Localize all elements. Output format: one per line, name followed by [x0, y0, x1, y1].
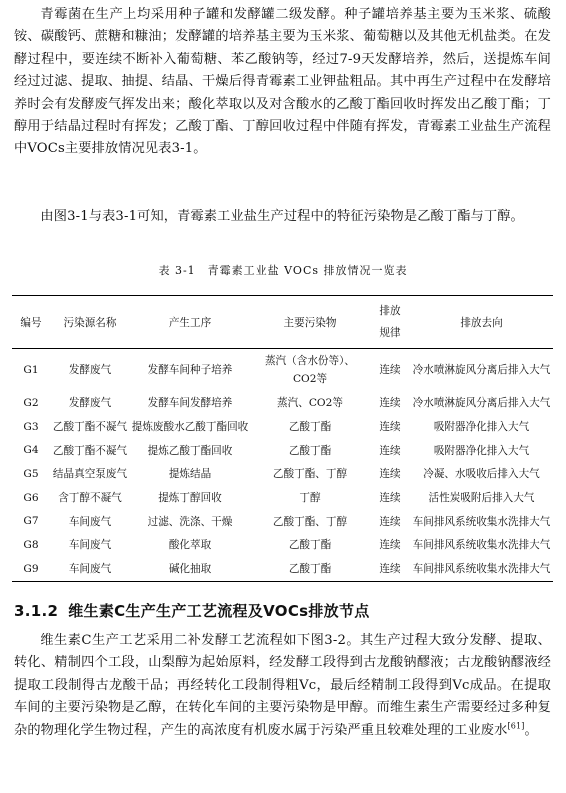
cell-pollutant: 乙酸丁酯 — [288, 444, 332, 457]
header-pollutant: 主要污染物 — [250, 296, 370, 349]
cell-rule: 连续 — [379, 421, 401, 434]
table-row — [12, 533, 553, 557]
cell-destination: 活性炭吸附后排入大气 — [428, 492, 535, 505]
cell-rule: 连续 — [379, 515, 401, 528]
table-row — [12, 438, 553, 462]
cell-process: 提炼丁醇回收 — [158, 492, 222, 505]
table-row — [12, 349, 553, 392]
header-process: 产生工序 — [130, 296, 250, 349]
cell-destination: 吸附器净化排入大气 — [433, 444, 530, 457]
cell-pollutant-line1: 蒸汽（含水份等）、 — [264, 355, 356, 367]
cell-id: G2 — [23, 396, 39, 409]
cell-destination: 车间排风系统收集水洗排大气 — [412, 515, 551, 528]
cell-pollutant: 丁醇 — [299, 492, 321, 505]
cell-destination: 冷水喷淋旋风分离后排入大气 — [412, 397, 551, 410]
cell-destination: 冷凝、水吸收后排入大气 — [423, 468, 540, 481]
cell-process: 酸化萃取 — [168, 539, 212, 552]
cell-id: G5 — [23, 467, 39, 480]
cell-pollutant: 乙酸丁酯 — [250, 557, 370, 581]
paragraph-characteristic-pollutants: 由图3-1与表3-1可知，青霉素工业盐生产过程中的特征污染物是乙酸丁酯与丁醇。 — [40, 209, 524, 224]
table-header-row — [12, 296, 553, 349]
cell-process: 提炼废酸水乙酸丁酯回收 — [131, 421, 249, 434]
header-rule-bottom: 规律 — [379, 327, 401, 339]
cell-pollutant: 乙酸丁酯、丁醇 — [272, 468, 348, 481]
table-row — [12, 557, 553, 581]
section-title: 维生素C生产生产工艺流程及VOCs排放节点 — [68, 602, 370, 620]
paragraph-vitamin-c-process — [14, 630, 551, 742]
cell-process: 发酵车间种子培养 — [147, 364, 233, 376]
header-rule-top: 排放 — [379, 305, 401, 317]
cell-source: 发酵废气 — [68, 364, 112, 376]
cell-source: 乙酸丁酯不凝气 — [52, 421, 128, 434]
cell-destination: 车间排风系统收集水洗排大气 — [412, 539, 551, 552]
cell-id: G6 — [23, 491, 39, 504]
cell-destination: 冷水喷淋旋风分离后排入大气 — [412, 364, 551, 376]
paragraph-vitamin-c-end: 。 — [524, 722, 538, 738]
cell-pollutant: 乙酸丁酯 — [288, 421, 332, 434]
cell-id: G1 — [23, 364, 39, 376]
cell-rule: 连续 — [379, 492, 401, 505]
table-caption: 表 3-1 青霉素工业盐 VOCs 排放情况一览表 — [158, 264, 408, 277]
cell-rule: 连续 — [379, 444, 401, 457]
table-row — [12, 509, 553, 533]
section-heading — [14, 600, 370, 621]
header-rule — [370, 296, 410, 349]
cell-process: 提炼乙酸丁酯回收 — [147, 444, 233, 457]
cell-rule: 连续 — [379, 364, 401, 376]
cell-source: 发酵废气 — [68, 397, 112, 410]
cell-source: 结晶真空泵废气 — [52, 468, 128, 481]
cell-destination: 吸附器净化排入大气 — [433, 421, 530, 434]
cell-source: 车间废气 — [68, 515, 112, 528]
cell-destination: 车间排风系统收集水洗排大气 — [410, 557, 553, 581]
cell-source: 车间废气 — [50, 557, 130, 581]
cell-id: G3 — [23, 420, 39, 433]
cell-source: 乙酸丁酯不凝气 — [52, 444, 128, 457]
cell-process: 提炼结晶 — [168, 468, 212, 481]
cell-pollutant: 乙酸丁酯 — [288, 539, 332, 552]
cell-process: 过滤、洗涤、干燥 — [147, 515, 233, 528]
cell-rule: 连续 — [370, 557, 410, 581]
table-row — [12, 391, 553, 415]
cell-id: G4 — [23, 444, 39, 457]
cell-rule: 连续 — [379, 539, 401, 552]
cell-process: 碱化抽取 — [130, 557, 250, 581]
cell-id: G7 — [23, 515, 39, 528]
cell-pollutant: 乙酸丁酯、丁醇 — [272, 515, 348, 528]
cell-source: 车间废气 — [68, 539, 112, 552]
cell-id: G8 — [23, 538, 39, 551]
cell-id: G9 — [12, 557, 50, 581]
header-source: 污染源名称 — [50, 296, 130, 349]
header-id: 编号 — [12, 296, 50, 349]
table-row — [12, 486, 553, 510]
citation-reference: [61] — [507, 721, 525, 731]
table-row — [12, 415, 553, 439]
table-row — [12, 462, 553, 486]
header-destination: 排放去向 — [410, 296, 553, 349]
cell-source: 含丁醇不凝气 — [58, 492, 122, 505]
cell-pollutant: 蒸汽、CO2等 — [277, 397, 343, 410]
cell-rule: 连续 — [379, 468, 401, 481]
section-number: 3.1.2 — [14, 602, 59, 620]
voc-emission-table — [12, 295, 553, 582]
cell-pollutant-line2: CO2等 — [292, 373, 328, 385]
cell-rule: 连续 — [379, 397, 401, 410]
cell-process: 发酵车间发酵培养 — [147, 397, 233, 410]
cell-pollutant — [250, 349, 370, 392]
paragraph-penicillin-process: 青霉菌在生产上均采用种子罐和发酵罐二级发酵。种子罐培养基主要为玉米浆、硫酸铵、碳酸钙、蔗糖和糠油；发酵罐的培养基主要为玉米浆、葡萄糖以及其他无机盐类。在发酵过程中，要连续不断补入葡萄糖、苯乙酸钠等，经过7-9天发酵培养，然后，送提炼车间经过过滤、提取、抽提、结晶、干燥后得青霉素工业钾盐粗品。其中再生产过程中在发酵培养时会有发酵废气挥发出来；酸化萃取以及对含酸水的乙酸丁酯回收时挥发出乙酸丁酯；丁醇用于结晶过程时有挥发；乙酸丁酯、丁醇回收过程中伴随有挥发，青霉素工业盐生产流程中VOCs主要排放情况见表3-1。 — [14, 7, 551, 157]
paragraph-vitamin-c-text: 维生素C生产工艺采用二补发酵工艺流程如下图3-2。其生产过程大致分发酵、提取、转化、精制四个工段，山梨醇为起始原料，经发酵工段得到古龙酸钠醪液；古龙酸钠醪液经提取工段制得古龙酸干品；再经转化工段制得粗Vc，最后经精制工段得到Vc成品。在提取车间的主要污染物是乙醇，在转化车间的主要污染物是甲醇。而维生素生产需要经过多种复杂的物理化学生物过程，产生的高浓度有机废水属于污染严重且较难处理的工业废水 — [14, 633, 551, 738]
